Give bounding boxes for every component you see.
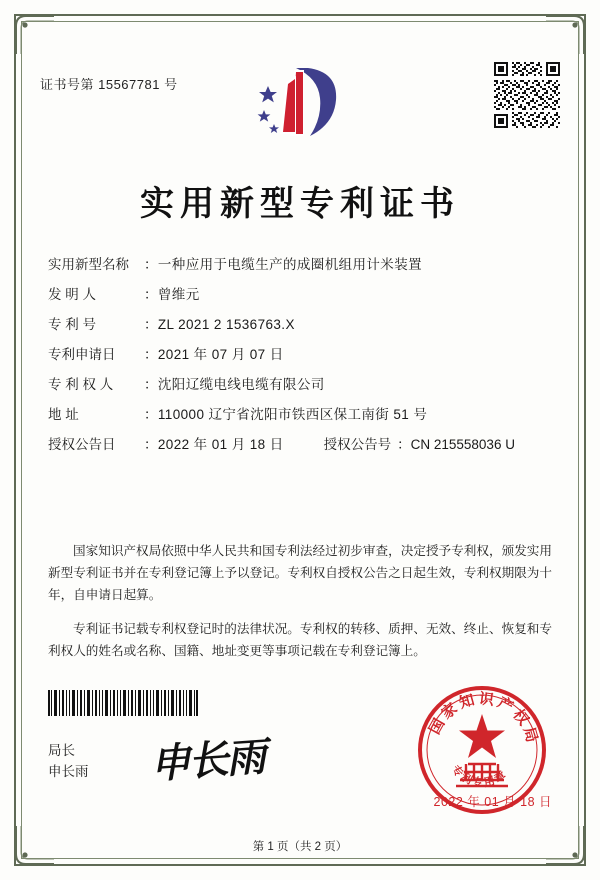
field-label: 发 明 人: [48, 287, 97, 302]
legal-text-block: [48, 527, 552, 664]
paragraph: 国家知识产权局依照中华人民共和国专利法经过初步审查，决定授予专利权，颁发实用新型专利证书并在专利登记簿上予以登记。专利权自授权公告之日起生效，专利权期限为十年，自申请日起算。: [48, 543, 552, 602]
field-row-patentee: [48, 370, 552, 400]
director-block: [48, 740, 89, 782]
handwritten-signature: 申长雨: [148, 734, 266, 787]
field-value: ：2022 年 01 月 18 日: [144, 437, 284, 452]
field-label: 授权公告日: [48, 437, 116, 452]
field-label: 专 利 号: [48, 317, 97, 332]
field-row-inventor: [48, 280, 552, 310]
seal-date: 2022 年 01 月 18 日: [433, 795, 552, 809]
field-row-application-date: [48, 340, 552, 370]
field-label: 专 利 权 人: [48, 377, 114, 392]
field-label-secondary: 授权公告号: [323, 437, 392, 452]
page-footer: 第 1 页（共 2 页）: [252, 841, 348, 853]
svg-text:国家知识产权局: 国家知识产权局: [426, 691, 541, 748]
paragraph: 专利证书记载专利权登记时的法律状况。专利权的转移、质押、无效、终止、恢复和专利权人的姓名或名称、国籍、地址变更等事项记载在专利登记簿上。: [48, 622, 552, 659]
field-value: ：一种应用于电缆生产的成圈机组用计米装置: [144, 257, 422, 272]
field-label: 专利申请日: [48, 347, 116, 362]
cnipa-logo-icon: [246, 62, 354, 146]
field-value: ：2021 年 07 月 07 日: [144, 347, 284, 362]
field-value: ：曾维元: [144, 287, 200, 302]
field-label: 地 址: [48, 407, 79, 422]
field-row-grant: [48, 430, 552, 460]
barcode: [48, 690, 198, 716]
page-title: 实用新型专利证书: [140, 186, 460, 223]
certificate-number: 证书号第 15567781 号: [40, 77, 178, 92]
field-value: ：110000 辽宁省沈阳市铁西区保工南街 51 号: [144, 407, 428, 422]
svg-text:专利专用章: 专利专用章: [448, 763, 511, 790]
director-title: 局长: [48, 743, 75, 758]
field-row-name: [48, 250, 552, 280]
field-value: ：沈阳辽缆电线电缆有限公司: [144, 377, 325, 392]
qr-code: [494, 62, 560, 128]
field-row-address: [48, 400, 552, 430]
director-name: 申长雨: [48, 764, 89, 779]
field-row-patent-no: [48, 310, 552, 340]
field-label: 实用新型名称: [48, 257, 129, 272]
field-list: [48, 250, 552, 460]
field-value: ：ZL 2021 2 1536763.X: [144, 317, 295, 332]
field-value-secondary: ：CN 215558036 U: [397, 437, 515, 452]
